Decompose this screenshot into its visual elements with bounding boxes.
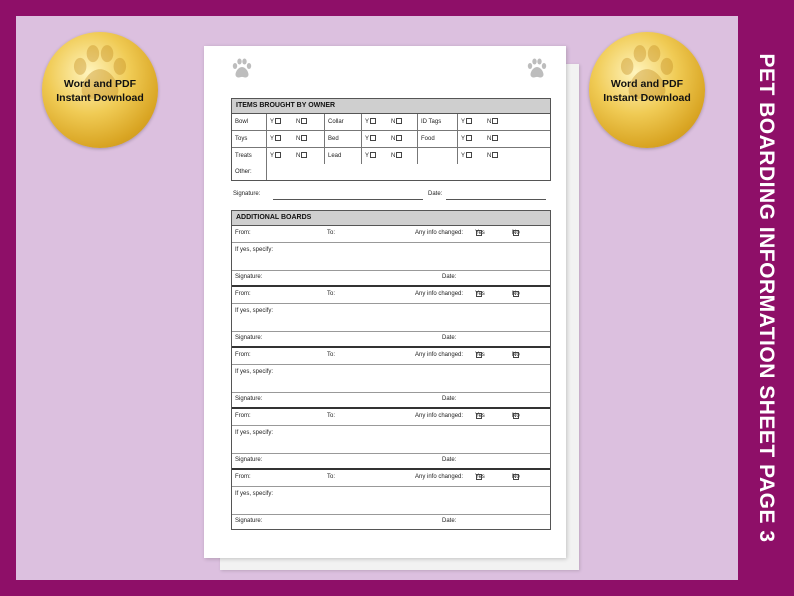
board-row-signature bbox=[232, 515, 550, 529]
item-label: Toys bbox=[232, 131, 267, 147]
item-label: Bed bbox=[325, 131, 362, 147]
signature-label: Signature: bbox=[233, 191, 261, 197]
yes-label: Y bbox=[461, 119, 466, 125]
yes-checkbox[interactable] bbox=[466, 135, 472, 141]
no-label: N bbox=[487, 119, 492, 125]
from-label: From: bbox=[235, 352, 251, 358]
additional-boards-table bbox=[231, 210, 551, 530]
no-label: N bbox=[296, 136, 301, 142]
board-row-dates bbox=[232, 226, 550, 243]
date-field[interactable] bbox=[446, 199, 546, 200]
board-entry bbox=[232, 348, 550, 409]
yes-checkbox[interactable] bbox=[476, 291, 482, 297]
yes-label: Y bbox=[365, 119, 370, 125]
yes-no-checkboxes[interactable] bbox=[458, 131, 550, 147]
badge-line-1: Word and PDF bbox=[63, 78, 137, 90]
yes-label: Yes bbox=[475, 352, 485, 358]
yes-label: Yes bbox=[475, 474, 485, 480]
yes-no-checkboxes[interactable] bbox=[267, 114, 325, 130]
item-label: Lead bbox=[325, 148, 362, 164]
yes-checkbox[interactable] bbox=[370, 118, 376, 124]
form-sheet bbox=[204, 46, 566, 558]
item-label: ID Tags bbox=[418, 114, 458, 130]
table-row bbox=[232, 148, 550, 164]
signature-label: Signature: bbox=[235, 335, 263, 341]
board-row-specify[interactable] bbox=[232, 365, 550, 393]
board-row-specify[interactable] bbox=[232, 487, 550, 515]
no-checkbox[interactable] bbox=[301, 152, 307, 158]
board-row-signature bbox=[232, 454, 550, 470]
other-label: Other: bbox=[232, 164, 267, 180]
from-label: From: bbox=[235, 230, 251, 236]
board-entry bbox=[232, 287, 550, 348]
yes-checkbox[interactable] bbox=[476, 474, 482, 480]
yes-label: Y bbox=[270, 119, 275, 125]
board-entry bbox=[232, 470, 550, 529]
board-row-dates bbox=[232, 287, 550, 304]
from-label: From: bbox=[235, 291, 251, 297]
yes-checkbox[interactable] bbox=[466, 152, 472, 158]
date-label: Date: bbox=[428, 191, 443, 197]
info-changed-label: Any info changed: bbox=[415, 474, 464, 480]
no-checkbox[interactable] bbox=[492, 118, 498, 124]
yes-label: Y bbox=[365, 136, 370, 142]
specify-label: If yes, specify: bbox=[235, 430, 274, 436]
yes-label: Y bbox=[461, 136, 466, 142]
specify-label: If yes, specify: bbox=[235, 369, 274, 375]
yes-label: Yes bbox=[475, 291, 485, 297]
date-label: Date: bbox=[442, 274, 457, 280]
board-row-specify[interactable] bbox=[232, 243, 550, 271]
specify-label: If yes, specify: bbox=[235, 247, 274, 253]
specify-label: If yes, specify: bbox=[235, 308, 274, 314]
items-brought-table bbox=[231, 98, 551, 181]
items-signature-row bbox=[233, 191, 553, 201]
no-label: N bbox=[391, 153, 396, 159]
no-checkbox[interactable] bbox=[513, 413, 519, 419]
to-label: To: bbox=[327, 352, 336, 358]
no-checkbox[interactable] bbox=[301, 118, 307, 124]
yes-no-checkboxes[interactable] bbox=[362, 114, 418, 130]
badge-line-2: Instant Download bbox=[603, 92, 691, 104]
yes-label: Yes bbox=[475, 413, 485, 419]
download-badge-left bbox=[42, 32, 158, 148]
board-row-signature bbox=[232, 271, 550, 287]
yes-no-checkboxes[interactable] bbox=[458, 114, 550, 130]
signature-label: Signature: bbox=[235, 457, 263, 463]
no-label: N bbox=[487, 136, 492, 142]
board-entry bbox=[232, 409, 550, 470]
no-checkbox[interactable] bbox=[396, 135, 402, 141]
side-title-band bbox=[738, 0, 794, 596]
yes-checkbox[interactable] bbox=[476, 352, 482, 358]
download-badge-right bbox=[589, 32, 705, 148]
yes-no-checkboxes[interactable] bbox=[458, 148, 550, 164]
yes-checkbox[interactable] bbox=[275, 135, 281, 141]
no-label: No bbox=[512, 230, 520, 236]
date-label: Date: bbox=[442, 396, 457, 402]
yes-checkbox[interactable] bbox=[370, 152, 376, 158]
board-row-dates bbox=[232, 348, 550, 365]
from-label: From: bbox=[235, 474, 251, 480]
no-checkbox[interactable] bbox=[513, 230, 519, 236]
no-checkbox[interactable] bbox=[513, 474, 519, 480]
board-row-signature bbox=[232, 332, 550, 348]
yes-no-checkboxes[interactable] bbox=[362, 131, 418, 147]
no-checkbox[interactable] bbox=[396, 118, 402, 124]
date-label: Date: bbox=[442, 518, 457, 524]
table-row-other bbox=[232, 164, 550, 180]
no-label: N bbox=[296, 119, 301, 125]
board-row-specify[interactable] bbox=[232, 304, 550, 332]
yes-checkbox[interactable] bbox=[275, 118, 281, 124]
signature-label: Signature: bbox=[235, 274, 263, 280]
item-label bbox=[418, 148, 458, 164]
signature-field[interactable] bbox=[273, 199, 423, 200]
no-checkbox[interactable] bbox=[396, 152, 402, 158]
paw-icon bbox=[525, 56, 549, 80]
item-label: Bowl bbox=[232, 114, 267, 130]
no-label: No bbox=[512, 291, 520, 297]
date-label: Date: bbox=[442, 457, 457, 463]
no-checkbox[interactable] bbox=[513, 352, 519, 358]
no-checkbox[interactable] bbox=[492, 152, 498, 158]
no-checkbox[interactable] bbox=[492, 135, 498, 141]
yes-label: Yes bbox=[475, 230, 485, 236]
info-changed-label: Any info changed: bbox=[415, 230, 464, 236]
other-field[interactable] bbox=[267, 164, 550, 180]
info-changed-label: Any info changed: bbox=[415, 413, 464, 419]
badge-line-1: Word and PDF bbox=[610, 78, 684, 90]
no-label: N bbox=[391, 136, 396, 142]
side-title: PET BOARDING INFORMATION SHEET PAGE 3 bbox=[755, 53, 778, 543]
yes-label: Y bbox=[270, 136, 275, 142]
yes-label: Y bbox=[270, 153, 275, 159]
to-label: To: bbox=[327, 474, 336, 480]
item-label: Food bbox=[418, 131, 458, 147]
paw-icon bbox=[230, 56, 254, 80]
board-row-signature bbox=[232, 393, 550, 409]
badge-line-2: Instant Download bbox=[56, 92, 144, 104]
badge-text bbox=[42, 77, 158, 105]
board-row-dates bbox=[232, 409, 550, 426]
no-checkbox[interactable] bbox=[301, 135, 307, 141]
no-label: No bbox=[512, 413, 520, 419]
board-row-dates bbox=[232, 470, 550, 487]
to-label: To: bbox=[327, 230, 336, 236]
yes-checkbox[interactable] bbox=[476, 413, 482, 419]
yes-checkbox[interactable] bbox=[476, 230, 482, 236]
to-label: To: bbox=[327, 291, 336, 297]
signature-label: Signature: bbox=[235, 518, 263, 524]
to-label: To: bbox=[327, 413, 336, 419]
yes-no-checkboxes[interactable] bbox=[267, 131, 325, 147]
no-label: No bbox=[512, 474, 520, 480]
table-row bbox=[232, 131, 550, 148]
specify-label: If yes, specify: bbox=[235, 491, 274, 497]
item-label: Treats bbox=[232, 148, 267, 164]
no-label: No bbox=[512, 352, 520, 358]
info-changed-label: Any info changed: bbox=[415, 291, 464, 297]
signature-label: Signature: bbox=[235, 396, 263, 402]
yes-checkbox[interactable] bbox=[275, 152, 281, 158]
yes-checkbox[interactable] bbox=[370, 135, 376, 141]
badge-text bbox=[589, 77, 705, 105]
table-row bbox=[232, 114, 550, 131]
yes-checkbox[interactable] bbox=[466, 118, 472, 124]
no-label: N bbox=[296, 153, 301, 159]
info-changed-label: Any info changed: bbox=[415, 352, 464, 358]
date-label: Date: bbox=[442, 335, 457, 341]
board-row-specify[interactable] bbox=[232, 426, 550, 454]
no-checkbox[interactable] bbox=[513, 291, 519, 297]
yes-label: Y bbox=[461, 153, 466, 159]
from-label: From: bbox=[235, 413, 251, 419]
no-label: N bbox=[487, 153, 492, 159]
boards-section-title: ADDITIONAL BOARDS bbox=[232, 211, 550, 226]
no-label: N bbox=[391, 119, 396, 125]
item-label: Collar bbox=[325, 114, 362, 130]
yes-no-checkboxes[interactable] bbox=[362, 148, 418, 164]
yes-no-checkboxes[interactable] bbox=[267, 148, 325, 164]
yes-label: Y bbox=[365, 153, 370, 159]
items-section-title: ITEMS BROUGHT BY OWNER bbox=[232, 99, 550, 114]
board-entry bbox=[232, 226, 550, 287]
